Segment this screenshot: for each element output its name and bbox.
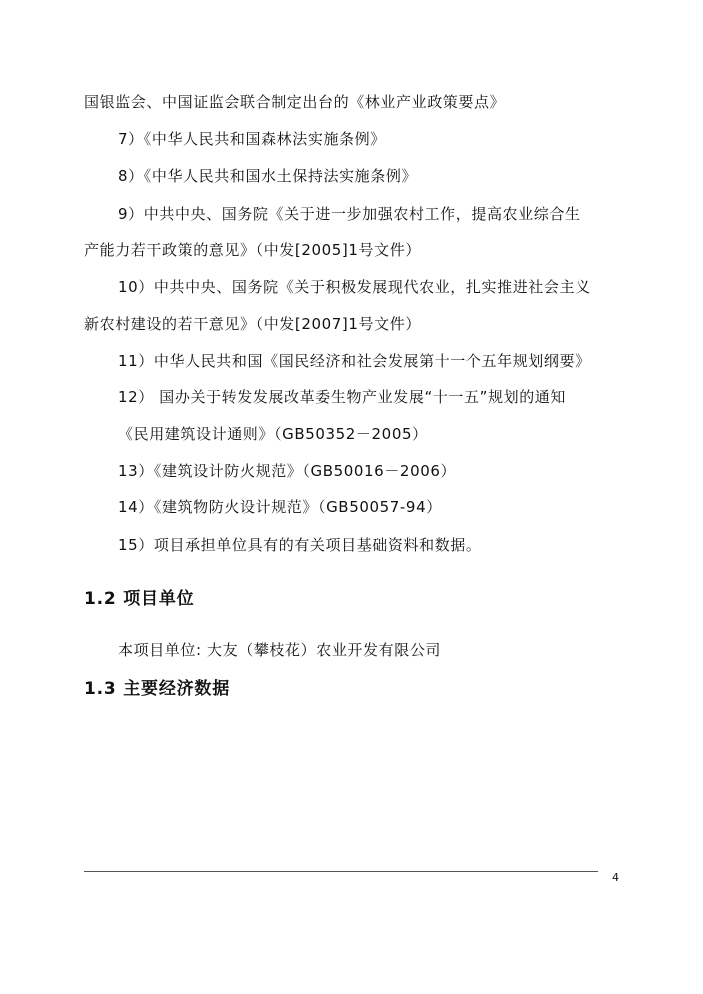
text-line-1: 国银监会、中国证监会联合制定出台的《林业产业政策要点》 [84,93,506,111]
page-number: 4 [612,871,619,884]
text-line-13: 15）项目承担单位具有的有关项目基础资料和数据。 [118,536,482,554]
text-line-2: 7）《中华人民共和国森林法实施条例》 [118,130,386,148]
section-heading-1-3: 1.3 主要经济数据 [84,679,231,699]
section-heading-1-2: 1.2 项目单位 [84,589,195,609]
text-line-3: 8）《中华人民共和国水土保持法实施条例》 [118,167,418,185]
text-line-12: 14）《建筑物防火设计规范》（GB50057-94） [118,498,442,516]
text-line-5: 产能力若干政策的意见》（中发[2005]1号文件） [84,241,421,259]
project-unit-text: 本项目单位: 大友（攀枝花）农业开发有限公司 [118,641,442,659]
text-line-9: 12） 国办关于转发发展改革委生物产业发展“十一五”规划的通知 [118,388,566,406]
text-line-10: 《民用建筑设计通则》（GB50352－2005） [118,425,428,443]
text-line-8: 11）中华人民共和国《国民经济和社会发展第十一个五年规划纲要》 [118,352,591,370]
text-line-7: 新农村建设的若干意见》（中发[2007]1号文件） [84,315,421,333]
footer-divider [84,871,598,872]
text-line-6: 10）中共中央、国务院《关于积极发展现代农业，扎实推进社会主义 [118,278,591,296]
text-line-4: 9）中共中央、国务院《关于进一步加强农村工作，提高农业综合生 [118,205,581,223]
text-line-11: 13）《建筑设计防火规范》（GB50016－2006） [118,462,457,480]
